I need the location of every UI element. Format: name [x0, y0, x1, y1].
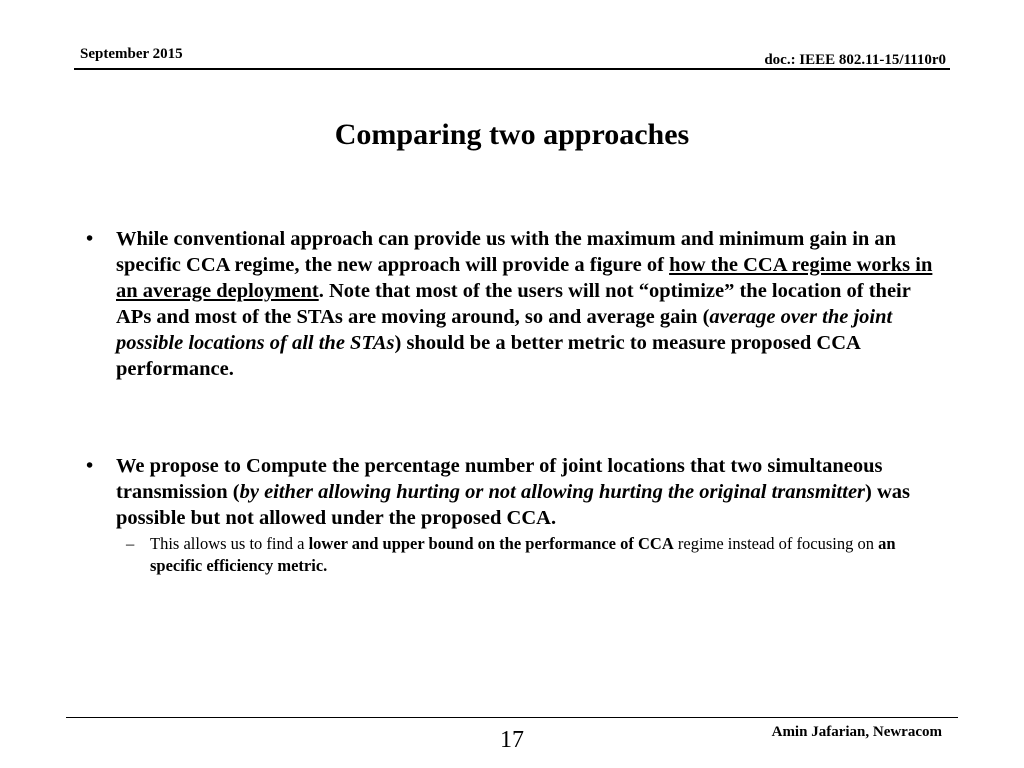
header-divider — [74, 68, 950, 70]
bullet-2-text: We propose to Compute the percentage number of joint locations that two simultaneous transmission ( — [116, 455, 883, 503]
bullet-2-text-end: ) was possible but not allowed under the proposed CCA. — [116, 481, 911, 529]
footer-divider — [66, 717, 958, 718]
sub-bullet-text: This allows us to find a — [150, 534, 309, 553]
sub-bullet-text-cont: regime instead of focusing on — [673, 534, 879, 553]
slide-body — [86, 226, 942, 577]
bullet-marker: • — [86, 228, 94, 250]
sub-bullet-bold-text-end: an specific efficiency metric. — [150, 534, 896, 575]
footer-author: Amin Jafarian, Newracom — [771, 724, 942, 740]
header-date: September 2015 — [80, 46, 183, 62]
bullet-1-text-cont: . Note that most of the users will not “optimize” the location of their APs and most of the STAs are moving around, so and average gain ( — [116, 280, 911, 328]
sub-bullet — [86, 533, 942, 577]
sub-bullet-marker: – — [126, 534, 135, 553]
bullet-2 — [86, 453, 942, 531]
bullet-2-italic-text: by either allowing hurting or not allowing hurting the original transmitter — [239, 481, 866, 503]
bullet-1-italic-text: average over the joint possible locations of all the STAs — [116, 306, 893, 354]
sub-bullet-bold-text: lower and upper bound on the performance of CCA — [308, 534, 674, 553]
header-doc-id: doc.: IEEE 802.11-15/1110r0 — [764, 52, 946, 68]
bullet-1-text-end: ) should be a better metric to measure proposed CCA performance. — [116, 332, 860, 380]
bullet-marker: • — [86, 455, 94, 477]
slide-title: Comparing two approaches — [334, 118, 690, 151]
bullet-1-text: While conventional approach can provide us with the maximum and minimum gain in an specific CCA regime, the new approach will provide a figure of — [116, 228, 897, 276]
page-number: 17 — [500, 727, 524, 753]
bullet-1-underlined-text: how the CCA regime works in an average deployment — [116, 254, 933, 302]
bullet-1 — [86, 226, 942, 382]
